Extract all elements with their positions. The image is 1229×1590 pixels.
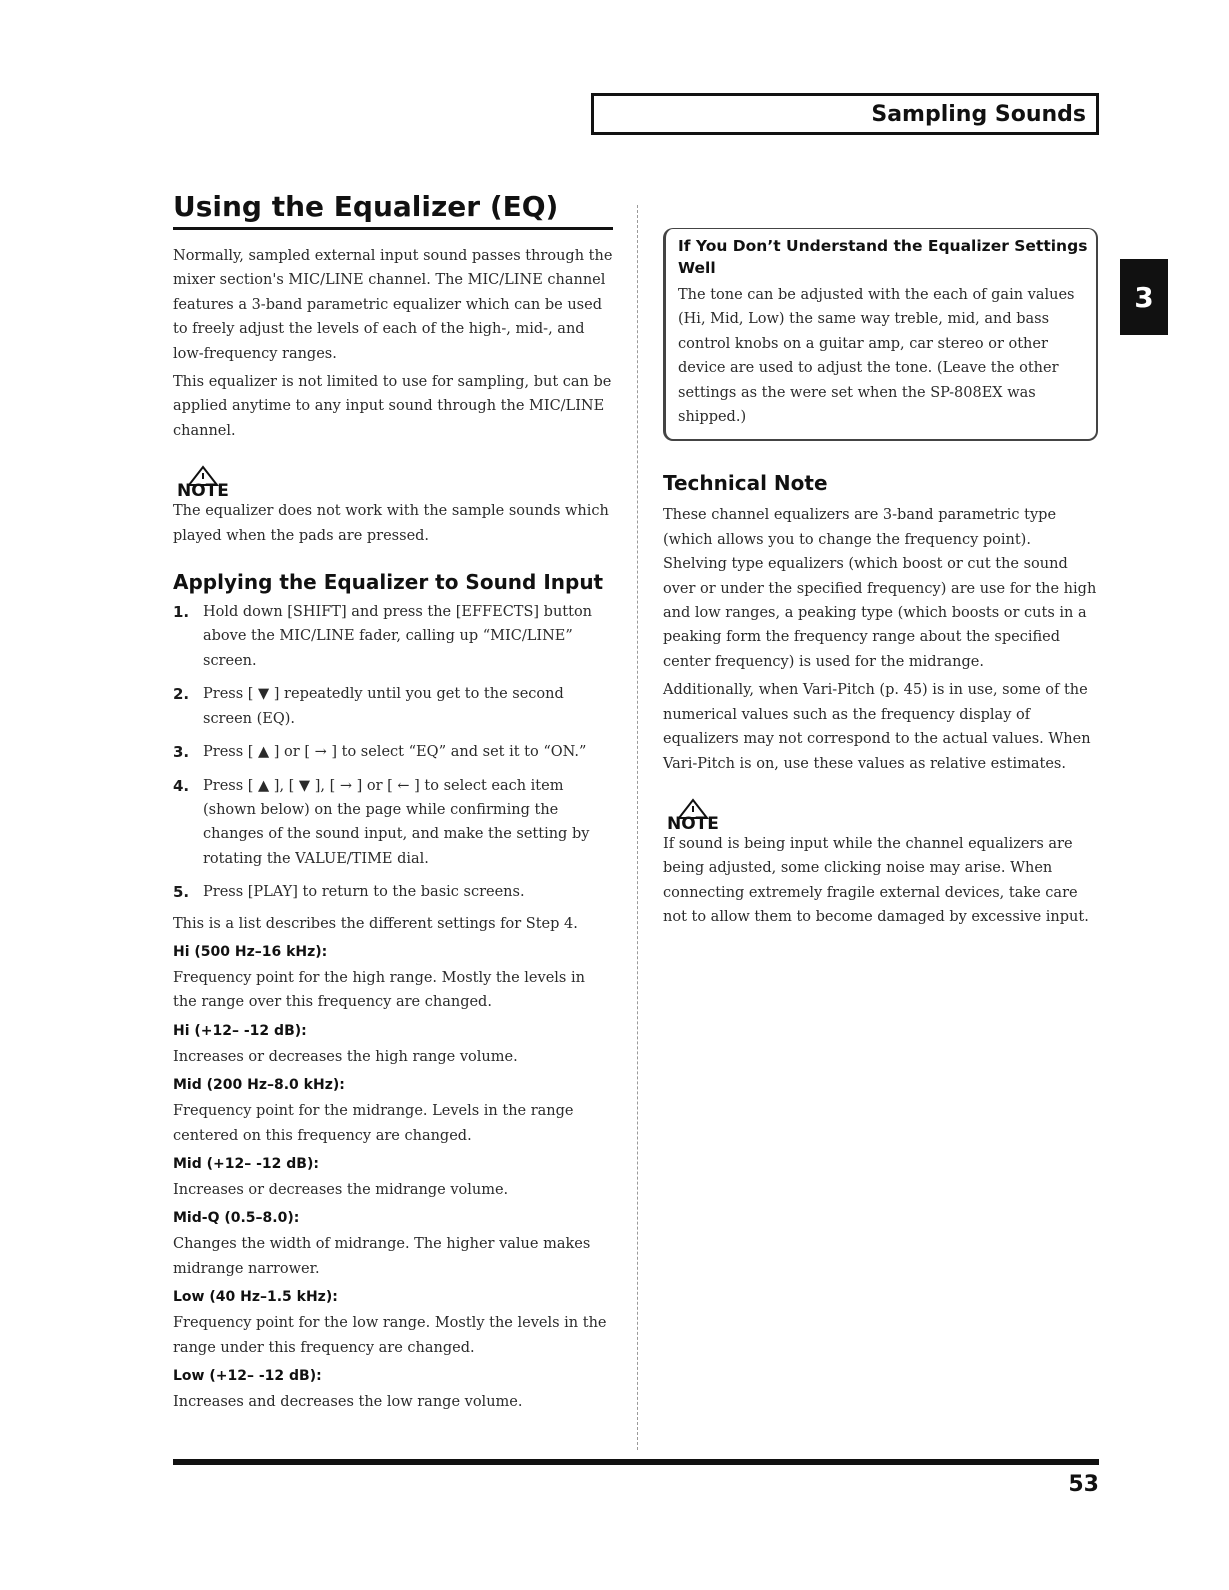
svg-text:NOTE: NOTE	[177, 481, 229, 500]
param-label: Mid-Q (0.5–8.0):	[173, 1210, 300, 1227]
param-label: Low (+12– -12 dB):	[173, 1368, 322, 1384]
note-text: The equalizer does not work with the sample sounds which played when the pads are pressed.	[173, 503, 609, 544]
step-number: 4.	[173, 776, 190, 795]
technical-note-heading: Technical Note	[663, 471, 828, 496]
param-label: Hi (+12– -12 dB):	[173, 1022, 307, 1039]
technical-note-paragraph: These channel equalizers are 3-band parametric type (which allows you to change the frequency point). Shelving type equalizers (which boost or cut the sound over or under the specified frequency) are use for the high and low ranges, a peaking type (which boosts or cuts in a peaking form the frequency range about the specified center frequency) is used for the midrange.	[663, 507, 1097, 670]
steps-list	[173, 600, 613, 904]
param-desc: Increases or decreases the high range volume.	[173, 1048, 518, 1065]
chapter-tab: 3	[1120, 259, 1168, 335]
left-column	[173, 190, 613, 1414]
column-divider	[637, 205, 638, 1450]
param-label: Mid (200 Hz–8.0 kHz):	[173, 1077, 345, 1094]
param-desc: Changes the width of midrange. The higher value makes midrange narrower.	[173, 1236, 591, 1277]
section-heading: Applying the Equalizer to Sound Input	[173, 570, 604, 595]
intro-paragraph: Normally, sampled external input sound passes through the mixer section's MIC/LINE channel. The MIC/LINE channel features a 3-band parametric equalizer which can be used to freely adjust the levels of each of the high-, mid-, and low-frequency ranges.	[173, 248, 613, 362]
param-label: Hi (500 Hz–16 kHz):	[173, 943, 328, 960]
technical-note-paragraph: Additionally, when Vari-Pitch (p. 45) is in use, some of the numerical values such as the frequency display of equalizers may not correspond to the actual values. When Vari-Pitch is on, use these values as relative estimates.	[663, 682, 1091, 772]
note-icon	[173, 465, 233, 499]
step-number: 5.	[173, 883, 190, 902]
callout-title: If You Don’t Understand the Equalizer Settings Well	[678, 237, 1088, 277]
step-item	[173, 880, 613, 904]
step-text: Press [ ▲ ] or [ → ] to select “EQ” and set it to “ON.”	[203, 744, 587, 761]
section-header	[591, 93, 1099, 135]
svg-text:NOTE: NOTE	[667, 813, 719, 832]
note-icon	[663, 798, 723, 832]
param-desc: Frequency point for the high range. Mostly the levels in the range over this frequency are changed.	[173, 969, 585, 1011]
page-title: Using the Equalizer (EQ)	[173, 190, 613, 230]
callout-body: The tone can be adjusted with the each of gain values (Hi, Mid, Low) the same way treble, mid, and bass control knobs on a guitar amp, car stereo or other device are used to adjust the tone. (Leave the other settings as the were set when the SP-808EX was shipped.)	[678, 287, 1075, 426]
section-title: Sampling Sounds	[871, 102, 1086, 127]
param-desc: Increases and decreases the low range volume.	[173, 1394, 523, 1410]
step-item	[173, 740, 613, 764]
param-desc: Frequency point for the midrange. Levels in the range centered on this frequency are changed.	[173, 1103, 574, 1144]
step-item	[173, 682, 613, 731]
step-number: 3.	[173, 743, 190, 762]
step-item	[173, 774, 613, 872]
step-text: Press [ ▼ ] repeatedly until you get to the second screen (EQ).	[203, 686, 564, 727]
param-desc: Increases or decreases the midrange volume.	[173, 1181, 509, 1198]
step-text: Press [PLAY] to return to the basic screens.	[203, 884, 525, 901]
step-text: Hold down [SHIFT] and press the [EFFECTS] button above the MIC/LINE fader, calling up “MIC/LINE” screen.	[203, 604, 593, 669]
step-text: Press [ ▲ ], [ ▼ ], [ → ] or [ ← ] to select each item (shown below) on the page while confirming the changes of the sound input, and make the setting by rotating the VALUE/TIME dial.	[203, 777, 590, 867]
footer-rule	[173, 1459, 1099, 1465]
right-column	[663, 228, 1098, 930]
param-label: Low (40 Hz–1.5 kHz):	[173, 1289, 338, 1306]
step-number: 2.	[173, 685, 190, 704]
intro-paragraph: This equalizer is not limited to use for sampling, but can be applied anytime to any input sound through the MIC/LINE channel.	[173, 374, 612, 439]
param-desc: Frequency point for the low range. Mostly the levels in the range under this frequency are changed.	[173, 1315, 607, 1356]
step-number: 1.	[173, 603, 190, 622]
page-number: 53	[1068, 1472, 1099, 1497]
list-intro: This is a list describes the different settings for Step 4.	[173, 915, 578, 932]
step-item	[173, 600, 613, 673]
note-text: If sound is being input while the channel equalizers are being adjusted, some clicking noise may arise. When connecting extremely fragile external devices, take care not to allow them to become damaged by excessive input.	[663, 835, 1089, 926]
param-label: Mid (+12– -12 dB):	[173, 1155, 319, 1172]
tip-callout	[663, 228, 1098, 441]
